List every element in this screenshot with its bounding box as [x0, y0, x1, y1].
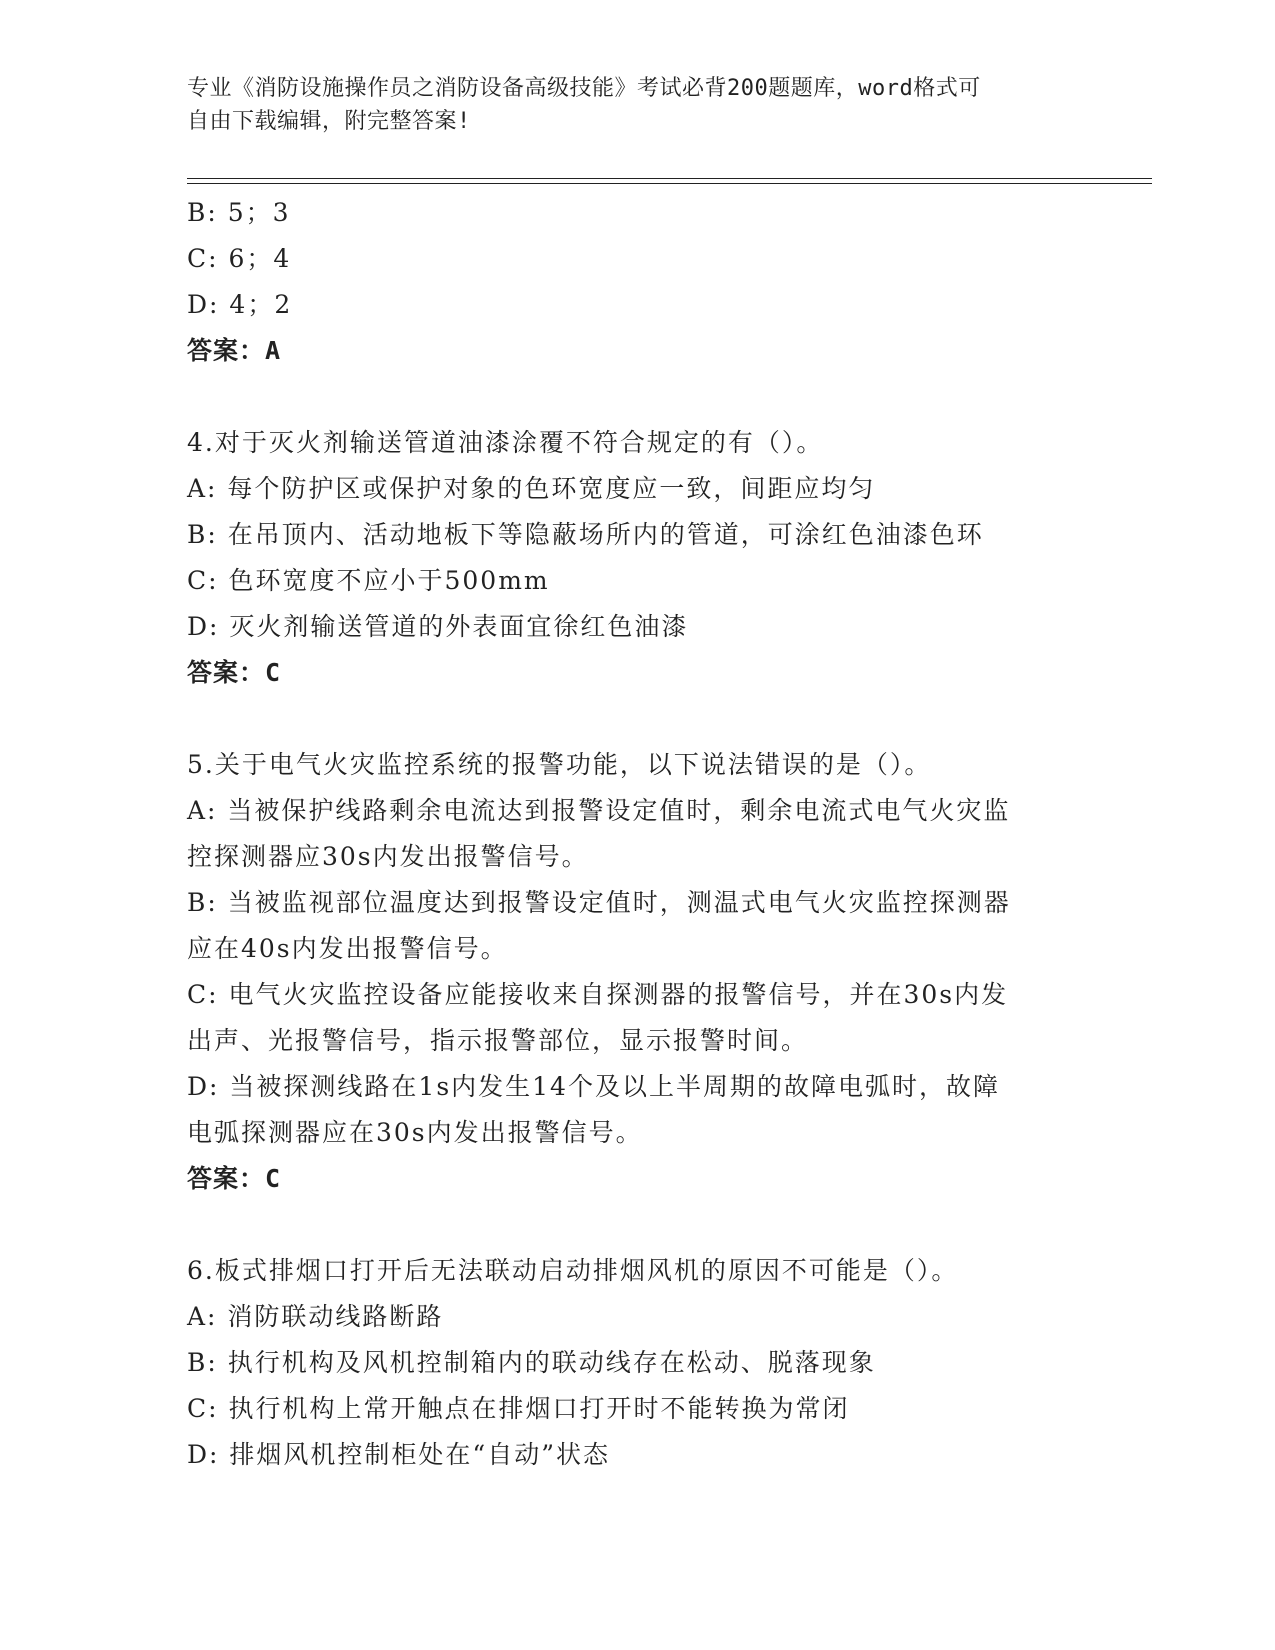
header-divider-bottom [187, 183, 1152, 184]
header-line-1: 专业《消防设施操作员之消防设备高级技能》考试必背200题题库，word格式可 [187, 76, 981, 101]
q5-option-b-line2: 应在40s内发出报警信号。 [187, 934, 508, 963]
q5-option-a-line1: A: 当被保护线路剩余电流达到报警设定值时，剩余电流式电气火灾监 [187, 796, 1011, 825]
q5-answer: 答案：C [187, 1164, 282, 1193]
prev-answer: 答案：A [187, 336, 282, 365]
q4-answer: 答案：C [187, 658, 282, 687]
q4-option-c: C: 色环宽度不应小于500mm [187, 566, 550, 595]
q4-option-a: A: 每个防护区或保护对象的色环宽度应一致，间距应均匀 [187, 474, 876, 503]
prev-option-b: B: 5；3 [187, 198, 291, 227]
q5-option-d-line2: 电弧探测器应在30s内发出报警信号。 [187, 1118, 643, 1147]
header-divider-top [187, 178, 1152, 179]
q6-option-b: B: 执行机构及风机控制箱内的联动线存在松动、脱落现象 [187, 1348, 876, 1377]
q6-option-d: D: 排烟风机控制柜处在“自动”状态 [187, 1440, 610, 1469]
q6-option-a: A: 消防联动线路断路 [187, 1302, 444, 1331]
spacer [187, 696, 1087, 742]
q4-option-d: D: 灭火剂输送管道的外表面宜徐红色油漆 [187, 612, 689, 641]
q6-stem: 6.板式排烟口打开后无法联动启动排烟风机的原因不可能是（）。 [187, 1256, 959, 1285]
prev-option-c: C: 6；4 [187, 244, 292, 273]
document-header [187, 72, 1067, 138]
header-line-2: 自由下载编辑，附完整答案! [187, 109, 471, 134]
q5-option-c-line2: 出声、光报警信号，指示报警部位，显示报警时间。 [187, 1026, 809, 1055]
q5-option-a-line2: 控探测器应30s内发出报警信号。 [187, 842, 589, 871]
q5-option-c-line1: C: 电气火灾监控设备应能接收来自探测器的报警信号，并在30s内发 [187, 980, 1009, 1009]
question-content [187, 190, 1087, 1478]
spacer [187, 374, 1087, 420]
q5-option-d-line1: D: 当被探测线路在1s内发生14个及以上半周期的故障电弧时，故障 [187, 1072, 1000, 1101]
q6-option-c: C: 执行机构上常开触点在排烟口打开时不能转换为常闭 [187, 1394, 850, 1423]
spacer [187, 1202, 1087, 1248]
q5-stem: 5.关于电气火灾监控系统的报警功能，以下说法错误的是（）。 [187, 750, 932, 779]
q4-option-b: B: 在吊顶内、活动地板下等隐蔽场所内的管道，可涂红色油漆色环 [187, 520, 984, 549]
q5-option-b-line1: B: 当被监视部位温度达到报警设定值时，测温式电气火灾监控探测器 [187, 888, 1011, 917]
q4-stem: 4.对于灭火剂输送管道油漆涂覆不符合规定的有（）。 [187, 428, 824, 457]
prev-option-d: D: 4；2 [187, 290, 293, 319]
